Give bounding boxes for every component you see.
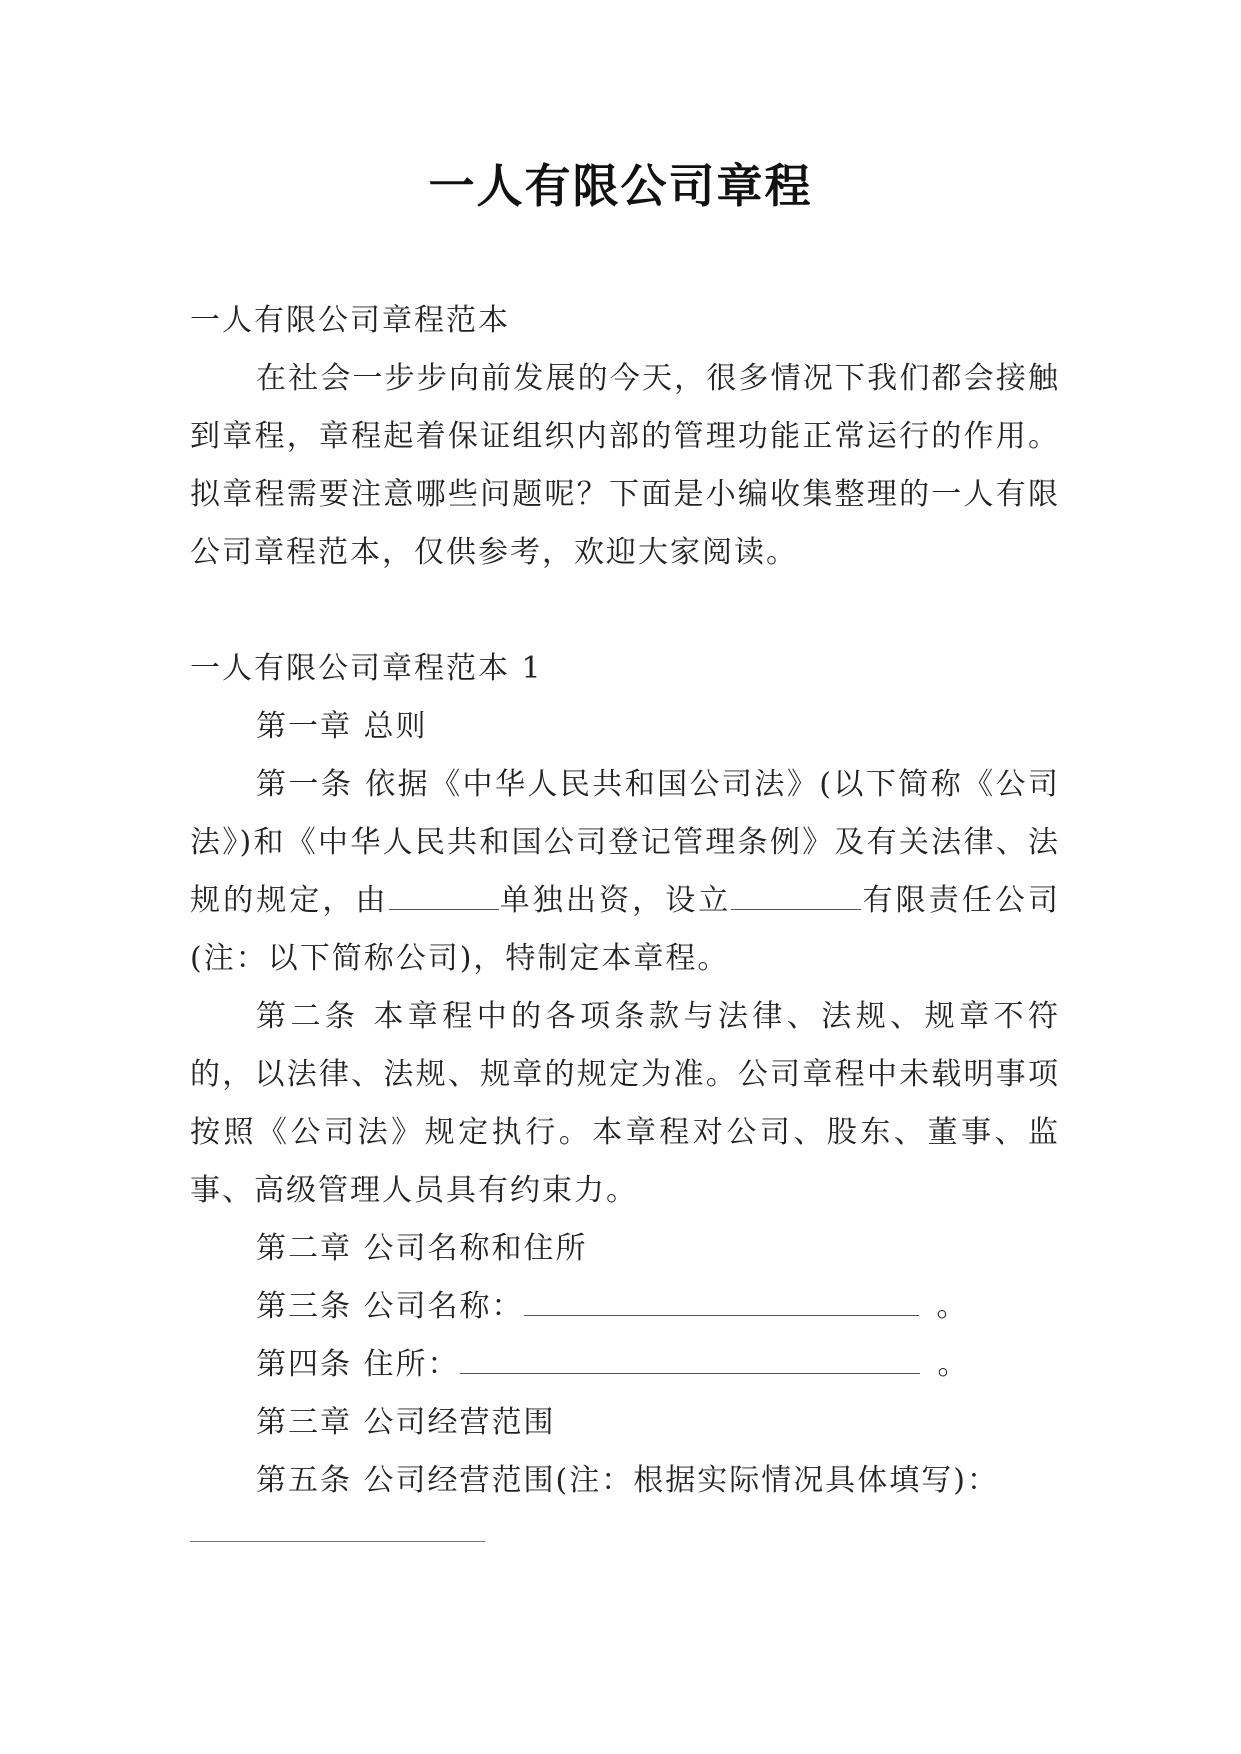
article-1-text-b: 单独出资，设立 xyxy=(498,883,732,918)
article-4-end: 。 xyxy=(937,1347,970,1382)
article-3 xyxy=(190,1278,1060,1336)
address-blank xyxy=(460,1337,920,1374)
chapter-2-heading: 第二章 公司名称和住所 xyxy=(256,1231,588,1266)
article-4-label: 第四条 住所： xyxy=(256,1347,460,1382)
heading-sample-template-1: 一人有限公司章程范本 1 xyxy=(190,651,543,686)
company-name-blank xyxy=(524,1279,919,1316)
document-title: 一人有限公司章程 xyxy=(428,159,813,213)
article-2: 第二条 本章程中的各项条款与法律、法规、规章不符的，以法律、法规、规章的规定为准。公司章程中未载明事项按照《公司法》规定执行。本章程对公司、股东、董事、监事、高级管理人员具有约束力。 xyxy=(190,999,1060,1208)
chapter-1-heading: 第一章 总则 xyxy=(256,709,428,744)
chapter-3-heading: 第三章 公司经营范围 xyxy=(256,1405,556,1440)
article-5: 第五条 公司经营范围(注：根据实际情况具体填写)： xyxy=(256,1463,999,1498)
article-1-text-a: 第一条 依据《中华人民共和国公司法》(以下简称《公司法》)和《中华人民共和国公司登记管理条例》及有关法律、法规的规定，由 xyxy=(190,767,1060,918)
intro-paragraph: 在社会一步步向前发展的今天，很多情况下我们都会接触到章程，章程起着保证组织内部的管理功能正常运行的作用。拟章程需要注意哪些问题呢？下面是小编收集整理的一人有限公司章程范本，仅供参考，欢迎大家阅读。 xyxy=(190,361,1060,570)
document-body xyxy=(190,292,1060,1510)
investor-blank xyxy=(389,873,499,910)
heading-sample-template: 一人有限公司章程范本 xyxy=(190,303,510,338)
article-3-label: 第三条 公司名称： xyxy=(256,1289,524,1324)
article-1 xyxy=(190,756,1060,988)
paragraph-gap xyxy=(190,582,1060,640)
article-4 xyxy=(190,1336,1060,1394)
company-blank xyxy=(731,873,861,910)
business-scope-blank-line xyxy=(190,1541,485,1542)
article-1-text-c: 有限责任公司(注：以下简称公司)，特制定本章程。 xyxy=(190,883,1061,976)
article-3-end: 。 xyxy=(936,1289,969,1324)
